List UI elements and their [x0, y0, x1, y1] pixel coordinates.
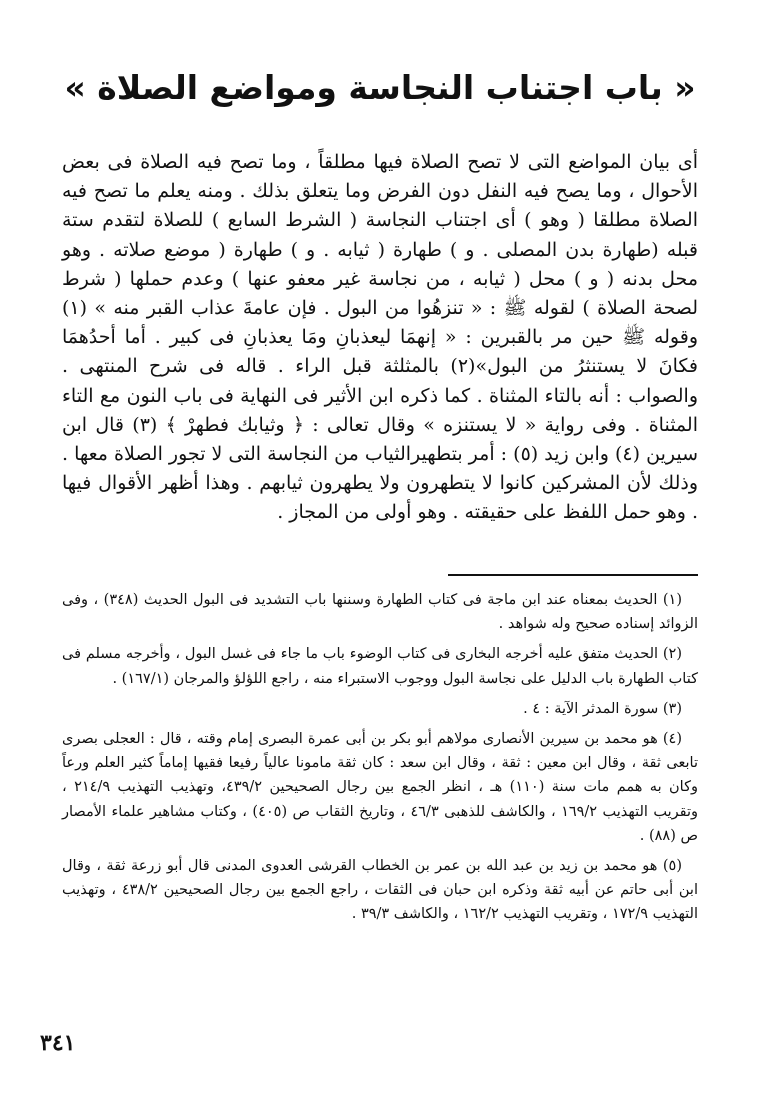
page-number: ٣٤١ — [40, 1030, 76, 1056]
chapter-title: « باب اجتناب النجاسة ومواضع الصلاة » — [64, 68, 696, 107]
main-paragraph: أى بيان المواضع التى لا تصح الصلاة فيها مطلقاً ، وما تصح فيه الصلاة فى بعض الأحوال ، وما يصح فيه النفل دون الفرض وما يتعلق بذلك . ومنه يعلم ما تصح فيه الصلاة مطلقا ( وهو ) أى اجتناب النجاسة ( الشرط السابع ) للصلاة لتقدم ستة قبله (طهارة بدن المصلى . و ) طهارة ( ثيابه . و ) طهارة ( موضع صلاته . وهو محل بدنه ( و ) محل ( ثيابه ، من نجاسة غير معفو عنها ) وعدم حملها ( شرط لصحة الصلاة ) لقوله ﷺ : « تنزهُوا من البول . فإن عامةَ عذاب القبر منه » (١) وقوله ﷺ حين مر بالقبرين : « إنهمَا ليعذبانِ ومَا يعذبانِ فى كبير . أما أحدُهمَا فكانَ لا يستنثرُ من البول»(٢) بالمثلثة قبل الراء . قاله فى شرح المنتهى . والصواب : أنه بالتاء المثناة . كما ذكره ابن الأثير فى النهاية فى باب النون مع التاء المثناة . وفى رواية « لا يستنزه » وقال تعالى : ﴿ وثيابك فطهرْ ﴾ (٣) قال ابن سيرين (٤) وابن زيد (٥) : أمر بتطهيرالثياب من النجاسة التى لا تجور الصلاة معها . وذلك لأن المشركين كانوا لا يتطهرون ولا يطهرون ثيابهم . وهذا أظهر الأقوال فيها . وهو حمل اللفظ على حقيقته . وهو أولى من المجاز . — [62, 151, 698, 524]
footnote-2: (٢) الحديث متفق عليه أخرجه البخارى فى كتاب الوضوء باب ما جاء فى غسل البول ، وأخرجه مسلم فى كتاب الطهارة باب الدليل على نجاسة البول ووجوب الاستبراء منه ، راجع اللؤلؤ والمرجان (١٦٧/١) . — [62, 646, 698, 687]
main-text — [62, 148, 698, 528]
footnote-4: (٤) هو محمد بن سيرين الأنصارى مولاهم أبو بكر بن أبى عمرة البصرى إمام وقته ، قال : العجلى بصرى تابعى ثقة ، وقال ابن معين : ثقة ، وقال ابن سعد : كان ثقة مامونا عالياً رفيعا فقيها إماماً كثير العلم ورعاً وكان به همم مات سنة (١١٠) هـ ، انظر الجمع بين رجال الصحيحين ٤٣٩/٢، وتهذيب التهذيب ٢١٤/٩ ، وتقريب التهذيب ١٦٩/٢ ، والكاشف للذهبى ٤٦/٣ ، وتاريخ الثقاب ص (٤٠٥) ، وكتاب مشاهير علماء الأمصار ص (٨٨) . — [62, 731, 698, 844]
footnote-1: (١) الحديث بمعناه عند ابن ماجة فى كتاب الطهارة وسننها باب التشديد فى البول الحديث (٣٤٨) ، وفى الزوائد إسناده صحيح وله شواهد . — [62, 592, 698, 633]
footnote-divider — [448, 574, 698, 576]
footnote-3: (٣) سورة المدثر الآية : ٤ . — [523, 700, 682, 717]
footnote-5: (٥) هو محمد بن زيد بن عبد الله بن عمر بن الخطاب القرشى العدوى المدنى قال أبو زرعة ثقة ، وقال ابن أبى حاتم عن أبيه ثقة وذكره ابن حبان فى الثقات ، راجع الجمع بين رجال الصحيحين ٤٣٨/٢ ، وتهذيب التهذيب ١٧٢/٩ ، وتقريب التهذيب ١٦٢/٢ ، والكاشف ٣٩/٣ . — [62, 858, 698, 923]
footnotes — [62, 588, 698, 933]
